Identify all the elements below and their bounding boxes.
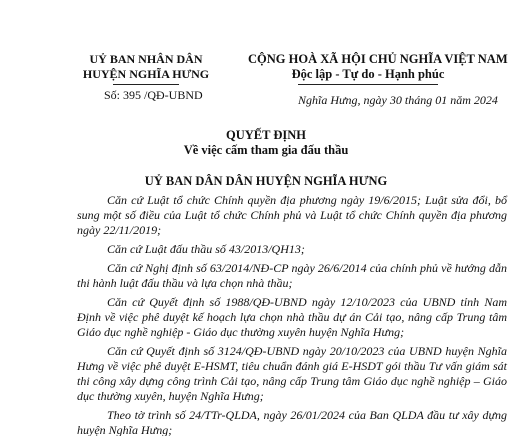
decision-subject: Về việc cấm tham gia đấu thầu xyxy=(183,143,349,157)
decision-title: QUYẾT ĐỊNH xyxy=(226,128,306,142)
issuing-organization xyxy=(62,52,230,85)
legal-basis-paragraph: Căn cứ Luật tổ chức Chính quyền địa phương ngày 19/6/2015; Luật sửa đổi, bổ sung một số điều của Luật tổ chức Chính phủ và Luật tổ chức Chính quyền địa phương ngày 22/11/2019; xyxy=(77,193,507,237)
issuing-authority: UỶ BAN DÂN DÂN HUYỆN NGHĨA HƯNG xyxy=(144,174,388,188)
legal-bases xyxy=(77,193,507,436)
legal-basis-paragraph: Căn cứ Nghị định số 63/2014/NĐ-CP ngày 26/6/2014 của chính phủ về hướng dẫn thi hành luật đấu thầu và lựa chọn nhà thầu; xyxy=(77,261,507,290)
national-motto: Độc lập - Tự do - Hạnh phúc xyxy=(291,67,445,81)
motto-underline xyxy=(298,84,438,85)
legal-basis-paragraph: Căn cứ Quyết định số 1988/QĐ-UBND ngày 12/10/2023 của UBND tỉnh Nam Định về việc phê duyệt kế hoạch lựa chọn nhà thầu dự án Cải tạo, nâng cấp Trung tâm Giáo dục nghề nghiệp - Giáo dục thường xuyên huyện Nghĩa Hưng; xyxy=(77,295,507,339)
org-name-line2: HUYỆN NGHĨA HƯNG xyxy=(82,67,210,81)
legal-basis-paragraph: Căn cứ Quyết định số 3124/QĐ-UBND ngày 20/10/2023 của UBND huyện Nghĩa Hưng về việc phê duyệt E-HSMT, tiêu chuẩn đánh giá E-HSDT gói thầu Tư vấn giám sát thi công xây dựng công trình Cải tạo, nâng cấp Trung tâm Giáo dục nghề nghiệp – Giáo dục thường xuyên, huyện Nghĩa Hưng; xyxy=(77,344,507,403)
legal-basis-paragraph: Theo tờ trình số 24/TTr-QLDA, ngày 26/01/2024 của Ban QLDA đầu tư xây dựng huyện Nghĩa Hưng; xyxy=(77,408,507,436)
place-and-date: Nghĩa Hưng, ngày 30 tháng 01 năm 2024 xyxy=(298,93,498,107)
national-header xyxy=(248,52,508,85)
legal-basis-paragraph: Căn cứ Luật đấu thầu số 43/2013/QH13; xyxy=(107,242,305,256)
document-number: Số: 395 /QĐ-UBND xyxy=(104,88,203,102)
org-name-line1: UỶ BAN NHÂN DÂN xyxy=(89,52,203,66)
nation-name: CỘNG HOÀ XÃ HỘI CHỦ NGHĨA VIỆT NAM xyxy=(248,52,508,66)
org-underline xyxy=(113,84,179,85)
